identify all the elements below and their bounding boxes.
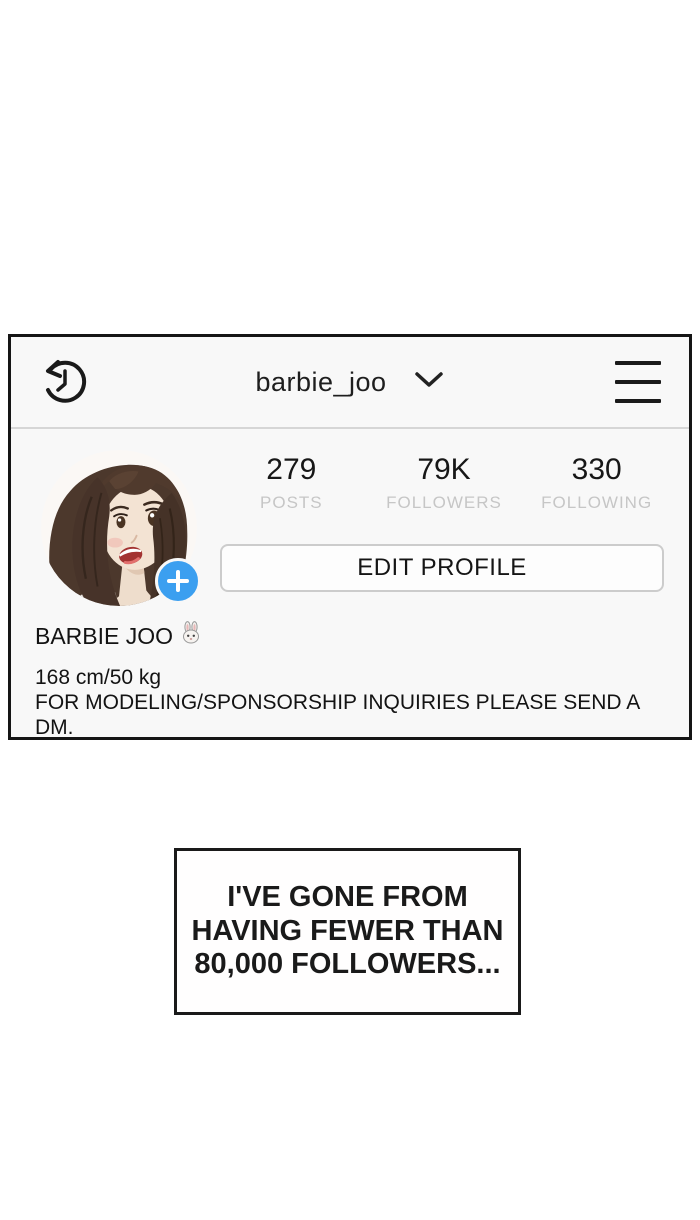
followers-label: FOLLOWERS xyxy=(386,493,502,512)
caption-line: HAVING FEWER THAN xyxy=(191,914,504,947)
hamburger-menu-button[interactable] xyxy=(615,361,661,403)
stat-following[interactable] xyxy=(520,455,673,513)
following-count: 330 xyxy=(571,453,622,486)
profile-top-bar xyxy=(11,337,689,429)
hamburger-menu-icon xyxy=(615,361,661,365)
following-label: FOLLOWING xyxy=(541,493,653,512)
bio-measurements: 168 cm/50 kg xyxy=(35,666,162,689)
chevron-down-icon xyxy=(413,370,445,395)
history-clock-icon xyxy=(37,395,87,410)
profile-avatar[interactable] xyxy=(41,450,197,606)
bio-inquiries: FOR MODELING/SPONSORSHIP INQUIRIES PLEASE SEND A DM. xyxy=(35,690,640,739)
history-button[interactable] xyxy=(37,357,87,407)
username: barbie_joo xyxy=(255,366,387,397)
posts-count: 279 xyxy=(266,453,317,486)
username-dropdown[interactable] xyxy=(255,367,444,398)
followers-count: 79K xyxy=(417,453,471,486)
rabbit-emoji-icon xyxy=(179,621,203,651)
stat-followers[interactable] xyxy=(368,455,521,513)
profile-bio xyxy=(35,621,669,740)
profile-stats xyxy=(215,455,673,513)
bio-name: BARBIE JOO xyxy=(35,622,174,649)
edit-profile-button[interactable]: EDIT PROFILE xyxy=(220,544,664,592)
add-story-button[interactable] xyxy=(155,558,201,604)
caption-line: I'VE GONE FROM xyxy=(227,880,468,913)
stat-posts[interactable] xyxy=(215,455,368,513)
caption-line: 80,000 FOLLOWERS... xyxy=(194,948,501,981)
narration-box xyxy=(174,848,521,1015)
posts-label: POSTS xyxy=(260,493,323,512)
profile-card xyxy=(8,334,692,740)
